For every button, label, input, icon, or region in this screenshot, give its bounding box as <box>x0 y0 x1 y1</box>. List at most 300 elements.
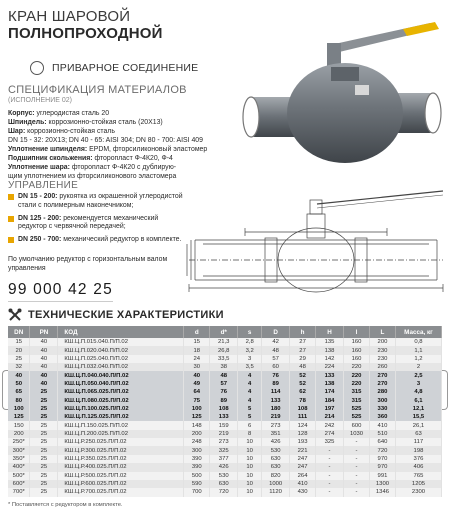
table-cell: 33,5 <box>210 355 238 363</box>
table-cell: 40 <box>30 338 58 346</box>
table-cell: - <box>344 438 370 446</box>
table-cell: 29 <box>290 355 316 363</box>
table-cell: - <box>316 472 344 480</box>
table-cell: 590 <box>184 480 210 488</box>
table-cell: 108 <box>210 405 238 413</box>
table-cell: 76 <box>262 371 290 379</box>
table-cell: - <box>344 463 370 471</box>
bullet-square-icon <box>8 216 14 222</box>
table-cell: 325 <box>210 446 238 454</box>
spec-item-text: фторопласт Ф-4К20, Ф-4 <box>92 155 173 162</box>
table-cell: 325 <box>316 438 344 446</box>
table-cell: 24 <box>184 355 210 363</box>
table-cell: КШ.Ц.П.032.040.П/П.02 <box>58 363 184 371</box>
table-cell: 406 <box>395 463 441 471</box>
table-cell: КШ.Ц.П.150.025.П/П.02 <box>58 421 184 429</box>
table-cell: 224 <box>316 363 344 371</box>
spec-heading: СПЕЦИФИКАЦИЯ МАТЕРИАЛОВ <box>8 84 187 96</box>
table-cell: 32 <box>8 363 30 371</box>
spec-item-label: Уплотнение шпинделя: <box>8 146 88 153</box>
table-cell: 184 <box>316 396 344 404</box>
table-cell: 350* <box>8 455 30 463</box>
table-cell: 25 <box>30 388 58 396</box>
wrench-screwdriver-icon <box>8 308 22 322</box>
table-cell: 148 <box>184 421 210 429</box>
column-header: КОД <box>58 326 184 338</box>
table-cell: 138 <box>316 346 344 354</box>
spec-item <box>8 154 298 163</box>
table-cell: - <box>316 488 344 496</box>
table-cell: 230 <box>369 346 395 354</box>
table-cell: 40 <box>184 371 210 379</box>
table-cell: 0,8 <box>395 338 441 346</box>
spec-list <box>8 109 298 181</box>
table-cell: 2300 <box>395 488 441 496</box>
table-row <box>8 421 442 429</box>
article-number: 99 000 42 25 <box>8 281 113 302</box>
table-row <box>8 455 442 463</box>
table-cell: 219 <box>210 430 238 438</box>
table-row <box>8 430 442 438</box>
table-cell: 6,1 <box>395 396 441 404</box>
control-item-label: DN 250 - 700: <box>18 236 62 244</box>
table-cell: 315 <box>344 396 370 404</box>
table-cell: 525 <box>344 405 370 413</box>
table-cell: 2,8 <box>238 338 262 346</box>
table-cell: 970 <box>369 463 395 471</box>
table-cell: 125 <box>8 413 30 421</box>
table-cell: 2,5 <box>395 371 441 379</box>
table-cell: 1030 <box>344 430 370 438</box>
table-cell: 270 <box>369 371 395 379</box>
spec-item-text: щим уплотнением из фторсиликонового эластомера <box>8 173 177 180</box>
table-cell: 62 <box>290 388 316 396</box>
technical-drawing <box>185 188 447 293</box>
table-cell: 20 <box>8 346 30 354</box>
table-cell: 30 <box>184 363 210 371</box>
table-cell: 48 <box>262 346 290 354</box>
control-list <box>8 193 183 249</box>
table-cell: 1,1 <box>395 346 441 354</box>
table-cell: 360 <box>369 413 395 421</box>
table-cell: 76 <box>210 388 238 396</box>
table-cell: КШ.Ц.П.080.025.П/П.02 <box>58 396 184 404</box>
column-header: D <box>262 326 290 338</box>
table-cell: 42 <box>262 338 290 346</box>
table-cell: 25 <box>8 355 30 363</box>
spec-item <box>8 109 298 118</box>
table-body <box>8 338 442 497</box>
table-row <box>8 338 442 346</box>
table-cell: 530 <box>210 472 238 480</box>
table-cell: 500* <box>8 472 30 480</box>
table-cell: 200 <box>369 338 395 346</box>
table-cell: 52 <box>290 371 316 379</box>
table-cell: 125 <box>184 413 210 421</box>
table-cell: 197 <box>316 405 344 413</box>
default-gearbox-note: По умолчанию редуктор с горизонтальным валом управления <box>8 256 168 272</box>
tech-heading-label: ТЕХНИЧЕСКИЕ ХАРАКТЕРИСТИКИ <box>28 309 224 321</box>
table-cell: КШ.Ц.П.015.040.П/П.02 <box>58 338 184 346</box>
table-cell: 300* <box>8 446 30 454</box>
table-cell: 273 <box>262 421 290 429</box>
table-cell: 3 <box>238 355 262 363</box>
table-cell: 1000 <box>262 480 290 488</box>
table-cell: 273 <box>210 438 238 446</box>
table-cell: 2 <box>395 363 441 371</box>
table-cell: 48 <box>210 371 238 379</box>
table-cell: 193 <box>290 438 316 446</box>
table-cell: 89 <box>262 380 290 388</box>
table-cell: КШ.Ц.П.020.040.П/П.02 <box>58 346 184 354</box>
table-cell: 15,5 <box>395 413 441 421</box>
spec-item-label: Шар: <box>8 128 26 135</box>
table-cell: 50 <box>8 380 30 388</box>
table-cell: 150 <box>8 421 30 429</box>
connection-type-label: ПРИВАРНОЕ СОЕДИНЕНИЕ <box>52 62 199 74</box>
table-cell: 525 <box>344 413 370 421</box>
table-cell: КШ.Ц.П.050.040.П/П.02 <box>58 380 184 388</box>
table-cell: 376 <box>395 455 441 463</box>
column-header: Масса, кг <box>395 326 441 338</box>
table-cell: 52 <box>290 380 316 388</box>
table-cell: 230 <box>369 355 395 363</box>
table-cell: 1120 <box>262 488 290 496</box>
table-cell: 1346 <box>369 488 395 496</box>
table-cell: 5 <box>238 413 262 421</box>
table-cell: 820 <box>262 472 290 480</box>
table-cell: 530 <box>262 446 290 454</box>
table-cell: 220 <box>344 380 370 388</box>
table-cell: 38 <box>210 363 238 371</box>
table-cell: 15 <box>8 338 30 346</box>
table-cell: 600 <box>344 421 370 429</box>
table-cell: 720 <box>369 446 395 454</box>
table-cell: 330 <box>369 405 395 413</box>
table-cell: 426 <box>210 463 238 471</box>
table-cell: 300 <box>184 446 210 454</box>
table-cell: 25 <box>30 430 58 438</box>
table-header-row <box>8 326 442 338</box>
spec-item-label: Подшипник скольжения: <box>8 155 93 162</box>
table-cell: 180 <box>262 405 290 413</box>
table-cell: 133 <box>262 396 290 404</box>
table-cell: 630 <box>210 480 238 488</box>
table-cell: 25 <box>30 480 58 488</box>
column-header: h <box>290 326 316 338</box>
table-cell: КШ.Ц.Р.500.025.П/П.02 <box>58 472 184 480</box>
table-cell: 221 <box>290 446 316 454</box>
table-cell: 700* <box>8 488 30 496</box>
table-cell: 100 <box>184 405 210 413</box>
table-row <box>8 463 442 471</box>
bullet-square-icon <box>8 194 14 200</box>
table-cell: 25 <box>30 421 58 429</box>
table-cell: КШ.Ц.Р.350.025.П/П.02 <box>58 455 184 463</box>
table-cell: 4,8 <box>395 388 441 396</box>
control-item-text <box>18 236 181 245</box>
table-cell: 27 <box>290 346 316 354</box>
table-cell: КШ.Ц.П.065.025.П/П.02 <box>58 388 184 396</box>
table-cell: 25 <box>30 446 58 454</box>
table-cell: 57 <box>262 355 290 363</box>
spec-item <box>8 136 298 145</box>
spec-item <box>8 163 298 172</box>
table-row <box>8 388 442 396</box>
table-cell: 25 <box>30 472 58 480</box>
table-cell: 410 <box>369 421 395 429</box>
spec-item-label: Корпус: <box>8 110 35 117</box>
table-cell: 219 <box>262 413 290 421</box>
table-cell: - <box>316 480 344 488</box>
table-cell: КШ.Ц.П.125.025.П/П.02 <box>58 413 184 421</box>
table-row <box>8 438 442 446</box>
table-cell: 128 <box>290 430 316 438</box>
table-cell: КШ.Ц.Р.250.025.П/П.02 <box>58 438 184 446</box>
table-cell: - <box>316 463 344 471</box>
spec-item-label: Уплотнение шара: <box>8 164 70 171</box>
table-cell: 4 <box>238 371 262 379</box>
table-cell: 40 <box>30 346 58 354</box>
table-cell: 510 <box>369 430 395 438</box>
control-item-desc: механический редуктор в комплекте. <box>61 236 182 244</box>
control-item-desc: рекомендуется механический редуктор с червячной передачей; <box>18 214 159 231</box>
table-cell: 4 <box>238 380 262 388</box>
table-cell: КШ.Ц.П.025.040.П/П.02 <box>58 355 184 363</box>
table-cell: 630 <box>262 455 290 463</box>
table-cell: 78 <box>290 396 316 404</box>
table-cell: 247 <box>290 463 316 471</box>
table-cell: 138 <box>316 380 344 388</box>
table-cell: 40 <box>30 371 58 379</box>
table-cell: 10 <box>238 480 262 488</box>
control-item <box>8 193 183 211</box>
connection-type <box>30 61 198 75</box>
table-cell: КШ.Ц.П.100.025.П/П.02 <box>58 405 184 413</box>
table-row <box>8 488 442 496</box>
table-cell: 410 <box>290 480 316 488</box>
table-cell: 200 <box>184 430 210 438</box>
table-cell: 220 <box>344 363 370 371</box>
table-row <box>8 371 442 379</box>
spec-item <box>8 127 298 136</box>
row-group-bracket-right <box>442 370 448 410</box>
table-cell: 117 <box>395 438 441 446</box>
table-cell: 10 <box>238 446 262 454</box>
control-item <box>8 236 183 245</box>
table-cell: 3 <box>395 380 441 388</box>
table-cell: 25 <box>30 413 58 421</box>
column-header: d* <box>210 326 238 338</box>
table-cell: КШ.Ц.Р.600.025.П/П.02 <box>58 480 184 488</box>
table-cell: 377 <box>210 455 238 463</box>
table-cell: 75 <box>184 396 210 404</box>
table-footnote: * Поставляется с редуктором в комплекте. <box>8 502 123 508</box>
table-cell: 25 <box>30 438 58 446</box>
table-cell: 6 <box>238 421 262 429</box>
table-cell: 1300 <box>369 480 395 488</box>
table-row <box>8 472 442 480</box>
table-cell: 10 <box>238 463 262 471</box>
column-header: s <box>238 326 262 338</box>
table-cell: КШ.Ц.П.200.025.П/П.02 <box>58 430 184 438</box>
table-cell: 15 <box>184 338 210 346</box>
table-cell: - <box>316 446 344 454</box>
table-cell: 12,1 <box>395 405 441 413</box>
table-cell: 3,5 <box>238 363 262 371</box>
table-cell: 10 <box>238 472 262 480</box>
spec-item <box>8 118 298 127</box>
table-row <box>8 480 442 488</box>
control-item-text <box>18 215 183 233</box>
table-cell: 26,8 <box>210 346 238 354</box>
table-cell: 80 <box>8 396 30 404</box>
table-cell: 108 <box>290 405 316 413</box>
control-item <box>8 215 183 233</box>
table-cell: 270 <box>369 380 395 388</box>
table-cell: 174 <box>316 388 344 396</box>
tech-heading <box>8 308 224 322</box>
spec-subheading: (ИСПОЛНЕНИЕ 02) <box>8 97 72 104</box>
table-cell: 89 <box>210 396 238 404</box>
bullet-square-icon <box>8 237 14 243</box>
table-cell: 25 <box>30 455 58 463</box>
table-cell: 248 <box>184 438 210 446</box>
table-cell: 25 <box>30 396 58 404</box>
table-cell: 390 <box>184 455 210 463</box>
table-cell: 274 <box>316 430 344 438</box>
table-cell: - <box>344 455 370 463</box>
table-cell: 25 <box>30 405 58 413</box>
product-title-line2: ПОЛНОПРОХОДНОЙ <box>8 25 163 42</box>
column-header: d <box>184 326 210 338</box>
control-item-text <box>18 193 183 211</box>
table-cell: КШ.Ц.П.040.040.П/П.02 <box>58 371 184 379</box>
table-cell: 4 <box>238 388 262 396</box>
table-cell: 111 <box>290 413 316 421</box>
table-cell: 40 <box>30 380 58 388</box>
table-cell: 160 <box>344 338 370 346</box>
table-cell: 65 <box>8 388 30 396</box>
table-cell: 700 <box>184 488 210 496</box>
table-cell: 8 <box>238 430 262 438</box>
table-cell: 630 <box>262 463 290 471</box>
product-title-line1: КРАН ШАРОВОЙ <box>8 8 131 25</box>
column-header: PN <box>30 326 58 338</box>
table-row <box>8 363 442 371</box>
table-cell: 49 <box>184 380 210 388</box>
table-cell: 40 <box>8 371 30 379</box>
spec-item-text: EPDM, фторсиликоновый эластомер <box>87 146 208 153</box>
table-cell: 124 <box>290 421 316 429</box>
table-cell: 1,2 <box>395 355 441 363</box>
table-cell: 315 <box>344 388 370 396</box>
table-cell: 21,3 <box>210 338 238 346</box>
control-item-label: DN 15 - 200: <box>18 193 58 200</box>
table-cell: 159 <box>210 421 238 429</box>
table-cell: 242 <box>316 421 344 429</box>
column-header: L <box>369 326 395 338</box>
table-cell: 720 <box>210 488 238 496</box>
table-cell: 280 <box>369 388 395 396</box>
table-row <box>8 413 442 421</box>
table-cell: КШ.Ц.Р.300.025.П/П.02 <box>58 446 184 454</box>
table-cell: - <box>344 488 370 496</box>
table-cell: 160 <box>344 355 370 363</box>
spec-item <box>8 145 298 154</box>
table-cell: 160 <box>344 346 370 354</box>
table-cell: 64 <box>184 388 210 396</box>
table-cell: 765 <box>395 472 441 480</box>
table-cell: - <box>316 455 344 463</box>
table-cell: 991 <box>369 472 395 480</box>
table-cell: 426 <box>262 438 290 446</box>
table-cell: 640 <box>369 438 395 446</box>
table-cell: 133 <box>210 413 238 421</box>
table-cell: 500 <box>184 472 210 480</box>
table-cell: 133 <box>316 371 344 379</box>
column-header: l <box>344 326 370 338</box>
table-cell: 247 <box>290 455 316 463</box>
table-cell: 390 <box>184 463 210 471</box>
table-cell: 220 <box>344 371 370 379</box>
control-item-desc: рукоятка из окрашенной углеродистой стали с полимерным наконечником; <box>18 193 183 209</box>
table-row <box>8 446 442 454</box>
table-cell: 250* <box>8 438 30 446</box>
table-cell: КШ.Ц.Р.400.025.П/П.02 <box>58 463 184 471</box>
table-cell: 4 <box>238 396 262 404</box>
spec-item-text: фторопласт Ф-4К20 с дублирую- <box>69 164 177 171</box>
table-cell: КШ.Ц.Р.700.025.П/П.02 <box>58 488 184 496</box>
control-item-label: DN 125 - 200: <box>18 214 62 222</box>
table-cell: 3,2 <box>238 346 262 354</box>
table-cell: 114 <box>262 388 290 396</box>
table-cell: 214 <box>316 413 344 421</box>
table-cell: 970 <box>369 455 395 463</box>
spec-item-text: коррозионно-стойкая сталь <box>25 128 115 135</box>
table-cell: 60 <box>262 363 290 371</box>
table-cell: 27 <box>290 338 316 346</box>
table-cell: 400* <box>8 463 30 471</box>
table-row <box>8 355 442 363</box>
table-cell: 430 <box>290 488 316 496</box>
table-cell: 198 <box>395 446 441 454</box>
table-cell: 26,1 <box>395 421 441 429</box>
table-cell: 100 <box>8 405 30 413</box>
table-cell: 135 <box>316 338 344 346</box>
table-cell: 63 <box>395 430 441 438</box>
table-cell: - <box>344 480 370 488</box>
spec-item-label: Шпиндель: <box>8 119 47 126</box>
column-header: DN <box>8 326 30 338</box>
table-cell: 25 <box>30 463 58 471</box>
table-cell: 57 <box>210 380 238 388</box>
spec-item-text: DN 15 - 32: 20Х13; DN 40 - 65: AISI 304; DN 80 - 700: AISI 409 <box>8 137 203 144</box>
table-cell: - <box>344 446 370 454</box>
table-cell: 1205 <box>395 480 441 488</box>
table-cell: 10 <box>238 438 262 446</box>
table-cell: 200 <box>8 430 30 438</box>
table-cell: 260 <box>369 363 395 371</box>
table-cell: 10 <box>238 455 262 463</box>
table-cell: 300 <box>369 396 395 404</box>
column-header: H <box>316 326 344 338</box>
table-cell: 10 <box>238 488 262 496</box>
table-cell: - <box>344 472 370 480</box>
table-cell: 40 <box>30 363 58 371</box>
table-cell: 48 <box>290 363 316 371</box>
table-cell: 351 <box>262 430 290 438</box>
